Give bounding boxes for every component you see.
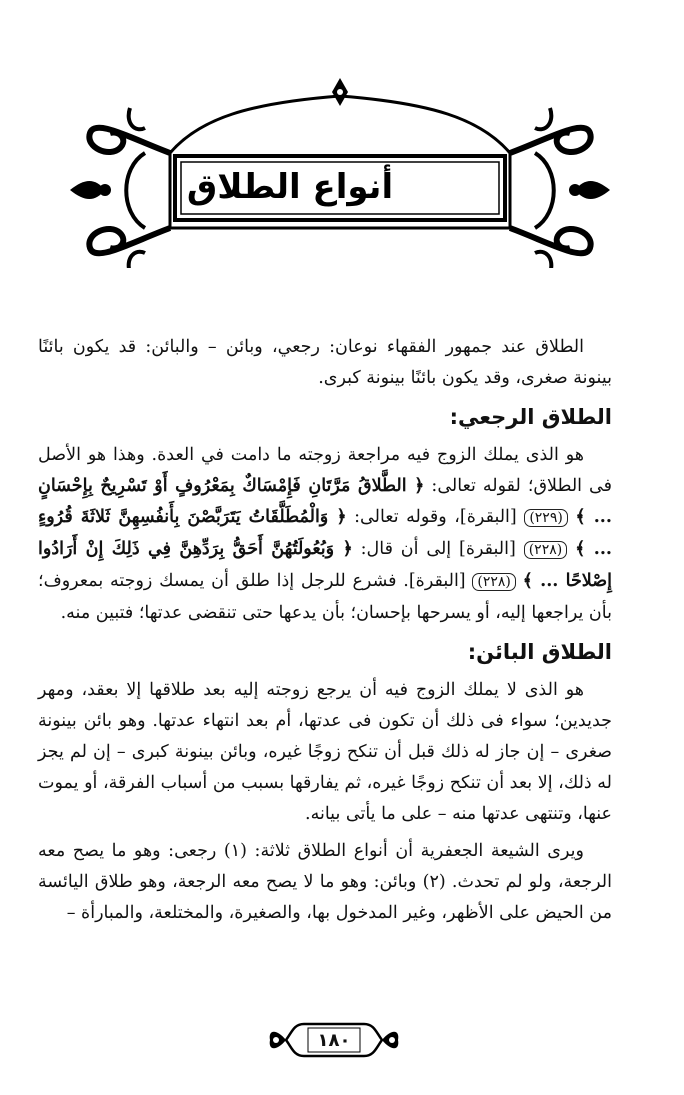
text-run: [البقرة]. فشرع للرجل إذا طلق أن يمسك زوجته بمعروف؛ بأن يراجعها إليه، أو يسرحها بإحسان؛ بأن يدعها حتى تنقضى عدتها؛ فتبين منه. <box>38 571 612 623</box>
intro-paragraph: الطلاق عند جمهور الفقهاء نوعان: رجعي، وبائن – والبائن: قد يكون بائنًا بينونة صغرى، وقد يكون بائنًا بينونة كبرى. <box>38 337 612 388</box>
text-run: [البقرة]، وقوله تعالى: <box>354 507 517 527</box>
quran-quote: ﴿ وَبُعُولَتُهُنَّ أَحَقُّ بِرَدِّهِنَّ فِي ذَلِكَ إِنْ أَرَادُوا إِصْلاحًا ... ﴾ <box>38 539 612 591</box>
quran-quote: ﴿ الطَّلاقُ مَرَّتَانِ فَإِمْسَاكٌ بِمَعْرُوفٍ أَوْ تَسْرِيحٌ بِإِحْسَانٍ ... ﴾ <box>38 476 612 527</box>
section-heading-bain: الطلاق البائن: <box>467 640 612 664</box>
rajai-paragraph <box>38 440 612 629</box>
verse-number: (٢٢٨) <box>472 573 516 591</box>
text-body <box>38 332 612 935</box>
text-run: هو الذى يملك الزوج فيه مراجعة زوجته ما دامت في العدة. وهذا هو الأصل فى الطلاق؛ لقوله تعالى: <box>38 445 612 496</box>
quran-quote: ﴿ وَالْمُطَلَّقَاتُ يَتَرَبَّصْنَ بِأَنفُسِهِنَّ ثَلاثَةَ قُرُوءٍ ... ﴾ <box>38 507 612 559</box>
text-run: [البقرة] إلى أن قال: <box>360 539 516 559</box>
section-heading-rajai: الطلاق الرجعي: <box>449 405 612 429</box>
page-number: ١٨٠ <box>317 1029 351 1051</box>
verse-number: (٢٢٩) <box>524 509 568 527</box>
bain-paragraph: هو الذى لا يملك الزوج فيه أن يرجع زوجته إليه بعد طلاقها إلا بعقد، ومهر جديدين؛ سواء فى ذلك أن تكون فى عدتها، أم بعد انتهاء عدتها. وهو بائن بينونة صغرى – إن جاز له ذلك قبل أن تنكح زوجًا غيره، وبائن بينونة كبرى – إن لم يجز له ذلك، إلا بعد أن تنكح زوجًا غيره، ثم يفارقها بسبب من أسباب الفرقة، أو يموت عنها، وتنتهى عدتها منه – على ما يأتى بيانه. <box>38 680 612 824</box>
verse-number: (٢٢٨) <box>524 541 568 559</box>
page-title: أنواع الطلاق <box>186 167 394 207</box>
shia-paragraph: ويرى الشيعة الجعفرية أن أنواع الطلاق ثلاثة: (١) رجعى: وهو ما يصح معه الرجعة، ولو لم تحدث. (٢) وبائن: وهو ما لا يصح معه الرجعة، وهو طلاق اليائسة من الحيض على الأظهر، وغير المدخول بها، والصغيرة، والمختلعة، والمبارأة – <box>38 841 612 923</box>
title-banner <box>50 78 630 268</box>
page-number-ornament <box>264 1018 404 1062</box>
